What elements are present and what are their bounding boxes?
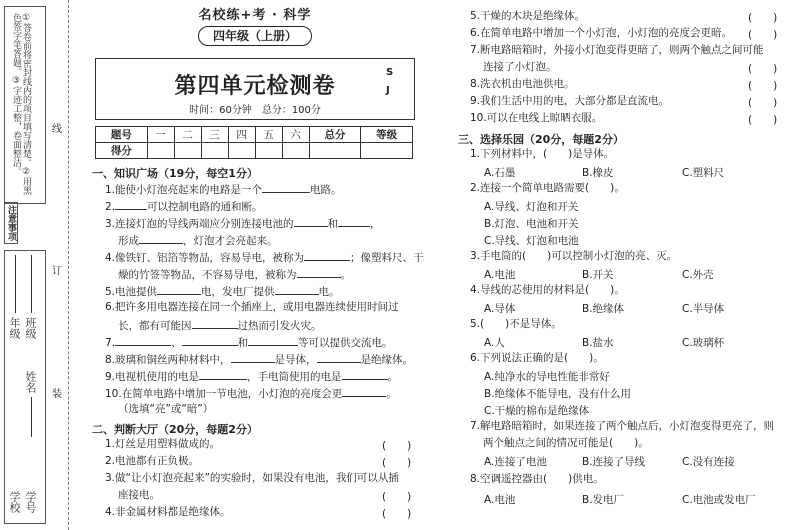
text: 8.玻璃和铜丝两种材料中，	[105, 354, 231, 366]
answer-blank[interactable]	[294, 216, 328, 227]
text: 过热而引发火灾。	[237, 320, 322, 332]
s2-q5: 5.干燥的木块是绝缘体。	[470, 10, 586, 22]
text: 形成	[118, 235, 139, 247]
s1-q9	[105, 369, 398, 384]
score-cell[interactable]	[174, 143, 201, 159]
text: 。	[386, 388, 397, 400]
option-a[interactable]: A.人	[484, 337, 505, 349]
text: 长，都有可能因	[118, 320, 192, 332]
option-a[interactable]: A.导体	[484, 303, 516, 315]
exam-meta: 时间：60分钟 总分：100分	[189, 105, 321, 116]
s1-q7	[105, 335, 393, 350]
s1-q1	[105, 182, 342, 197]
text: 9.电视机使用的电是	[105, 371, 200, 383]
score-cell[interactable]	[282, 143, 309, 159]
answer-blank[interactable]	[342, 369, 388, 380]
option-a[interactable]: A.连接了电池	[484, 456, 547, 468]
answer-paren[interactable]: ( )	[382, 457, 412, 469]
text: 可以控制电路的通和断。	[147, 201, 263, 213]
s1-q3	[105, 216, 381, 231]
s2-q2: 2.电池都有正负极。	[105, 455, 200, 467]
text: 5.电池提供	[105, 286, 158, 298]
answer-blank[interactable]	[275, 284, 319, 295]
name-field[interactable]	[31, 397, 32, 437]
section1-title: 一、知识广场（19分，每空1分）	[92, 167, 258, 180]
text: 1.能使小灯泡亮起来的电路是一个	[105, 184, 263, 196]
s3-q4: 4.导线的芯使用的材料是( )。	[470, 284, 625, 296]
notice-label: 注意事项	[6, 205, 16, 241]
option-b[interactable]: B.发电厂	[582, 494, 625, 506]
s2-q7-cont: 连接了小灯泡。	[483, 61, 557, 73]
text: 电路。	[310, 184, 342, 196]
score-header-cell: 一	[147, 127, 174, 143]
text: 电。	[318, 286, 340, 298]
option-c[interactable]: C.塑料尺	[682, 167, 725, 179]
text: 电，发电厂提供	[201, 286, 275, 298]
text: 3.连接灯泡的导线两端应分别连接电池的	[105, 218, 294, 230]
notice-box	[4, 6, 46, 204]
option-c[interactable]: C.外壳	[682, 269, 714, 281]
option-a[interactable]: A.石墨	[484, 167, 516, 179]
s1-q10	[105, 386, 397, 401]
answer-blank[interactable]	[157, 284, 201, 295]
option-b[interactable]: B.开关	[582, 269, 614, 281]
option-b[interactable]: B.橡皮	[582, 167, 614, 179]
answer-blank[interactable]	[317, 352, 361, 363]
grade-badge: 四年级（上册）	[198, 26, 312, 46]
option-b[interactable]: B.连接了导线	[582, 456, 646, 468]
answer-blank[interactable]	[115, 335, 171, 346]
student-info-box	[4, 250, 46, 524]
name-label: 姓名	[24, 371, 37, 393]
s1-q4-cont	[118, 267, 351, 282]
option-b[interactable]: B.灯泡、电池和开关	[484, 218, 579, 230]
option-c[interactable]: C.没有连接	[682, 456, 735, 468]
score-cell[interactable]	[255, 143, 282, 159]
answer-blank[interactable]	[297, 267, 341, 278]
grade-label: 年级	[8, 317, 21, 339]
text: 4.像铁钉、铝箔等物品，容易导电，被称为	[105, 252, 305, 264]
option-a[interactable]: A.电池	[484, 269, 516, 281]
answer-paren[interactable]: ( )	[748, 114, 778, 126]
score-cell[interactable]	[147, 143, 174, 159]
cut-mark-line: 线	[52, 124, 62, 135]
s1-q6-cont	[118, 318, 322, 333]
page-title: 第四单元检测卷	[174, 74, 336, 99]
answer-paren[interactable]: ( )	[748, 63, 778, 75]
text: 是绝缘体。	[360, 354, 414, 366]
score-table	[95, 126, 413, 159]
text: ，手电筒使用的电是	[247, 371, 342, 383]
text: （选填“亮”或“暗”）	[118, 403, 214, 415]
option-c[interactable]: C.电池或发电厂	[682, 494, 756, 506]
s1-q10-cont	[118, 403, 213, 416]
answer-blank[interactable]	[262, 182, 310, 193]
answer-paren[interactable]: ( )	[748, 80, 778, 92]
text: 。	[387, 371, 399, 383]
cut-mark-bind: 订	[52, 266, 62, 277]
grade-field[interactable]	[15, 255, 16, 313]
score-header-cell: 二	[174, 127, 201, 143]
s1-q8	[105, 352, 413, 367]
score-header-cell: 总分	[309, 127, 361, 143]
side-letter-j: J	[386, 85, 390, 96]
option-a[interactable]: A.纯净水的导电性能非常好	[484, 371, 610, 383]
s1-q2	[105, 199, 263, 214]
option-b[interactable]: B.盐水	[582, 337, 614, 349]
text: 等可以提供交流电。	[298, 337, 393, 349]
score-row	[96, 143, 413, 159]
answer-blank[interactable]	[231, 352, 275, 363]
answer-blank[interactable]	[182, 335, 238, 346]
option-c[interactable]: C.半导体	[682, 303, 725, 315]
school-label: 学校	[8, 491, 21, 513]
s1-q3-cont	[118, 233, 278, 248]
s2-q3: 3.做“让小灯泡亮起来”的实验时，如果没有电池，我们可以从插	[105, 472, 399, 484]
answer-blank[interactable]	[338, 216, 370, 227]
score-cell[interactable]	[228, 143, 255, 159]
score-cell[interactable]	[201, 143, 228, 159]
s3-q3: 3.手电筒的( )可以控制小灯泡的亮、灭。	[470, 250, 678, 262]
text: 燥的竹签等物品，不容易导电，被称为	[118, 269, 297, 281]
text: ，	[370, 218, 381, 230]
s2-q3-cont: 座接电。	[118, 489, 160, 501]
score-cell[interactable]	[361, 143, 413, 159]
s1-q4	[105, 250, 424, 265]
answer-blank[interactable]	[248, 335, 298, 346]
score-header-cell: 题号	[96, 127, 148, 143]
text: 是导体，	[274, 354, 317, 366]
s3-q5: 5.( )不是导体。	[470, 318, 562, 330]
s2-q8: 8.洗衣机由电池供电。	[470, 78, 575, 90]
text: 6.把许多用电器连接在同一个插座上，或用电器连续使用时间过	[105, 301, 399, 313]
class-field[interactable]	[31, 255, 32, 313]
option-b[interactable]: B.绝缘体	[582, 303, 625, 315]
side-letter-s: S	[386, 67, 394, 78]
option-c[interactable]: C.干燥的棉布是绝缘体	[484, 405, 590, 417]
s2-q6: 6.在简单电路中增加一个小灯泡，小灯泡的亮度会更暗。	[470, 27, 733, 39]
notice-text: ①答卷前将密封线内的项目填写清楚。②用黑色签字笔答题。③字迹工整，卷面整洁。	[11, 13, 31, 195]
title-box	[95, 58, 415, 120]
s3-q1: 1.下列材料中，( )是导体。	[470, 148, 615, 160]
text: 和	[327, 218, 339, 230]
score-header-cell: 五	[255, 127, 282, 143]
text: 和	[237, 337, 249, 349]
s3-q6: 6.下列说法正确的是( )。	[470, 352, 604, 364]
s3-q8: 8.空调遥控器由( )供电。	[470, 473, 604, 485]
text: ，灯泡才会亮起来。	[183, 235, 278, 247]
score-header-cell: 六	[282, 127, 309, 143]
answer-paren[interactable]: ( )	[748, 97, 778, 109]
score-row-label: 得分	[96, 143, 148, 159]
option-a[interactable]: A.电池	[484, 494, 516, 506]
option-c[interactable]: C.导线、灯泡和电池	[484, 235, 579, 247]
answer-blank[interactable]	[342, 386, 386, 397]
score-header-row	[96, 127, 413, 143]
option-a[interactable]: A.导线、灯泡和开关	[484, 201, 579, 213]
s2-q9: 9.我们生活中用的电，大部分都是直流电。	[470, 95, 670, 107]
answer-paren[interactable]: ( )	[748, 12, 778, 24]
text: 7.	[105, 337, 116, 349]
text: ；像塑料尺、干	[350, 252, 424, 264]
text: 。	[340, 269, 351, 281]
binding-cut-line	[68, 0, 69, 530]
cut-mark-seal: 装	[52, 389, 62, 400]
text: 2.	[105, 201, 116, 213]
answer-blank[interactable]	[139, 233, 183, 244]
score-header-cell: 四	[228, 127, 255, 143]
score-header-cell: 等级	[361, 127, 413, 143]
s2-q7: 7.断电路暗箱时，外接小灯泡变得更暗了，则两个触点之间可能	[470, 44, 764, 56]
answer-paren[interactable]: ( )	[382, 508, 412, 520]
text: 10.在简单电路中增加一节电池，小灯泡的亮度会更	[105, 388, 343, 400]
answer-blank[interactable]	[192, 318, 238, 329]
brand-title: 名校练+考 · 科学	[198, 8, 312, 23]
answer-paren[interactable]: ( )	[748, 29, 778, 41]
id-label: 学号	[24, 491, 37, 513]
answer-paren[interactable]: ( )	[382, 440, 412, 452]
s1-q5	[105, 284, 340, 299]
answer-paren[interactable]: ( )	[382, 491, 412, 503]
section3-title: 三、选择乐园（20分，每题2分）	[458, 133, 624, 146]
s3-q2: 2.连接一个简单电路需要( )。	[470, 182, 625, 194]
answer-blank[interactable]	[199, 369, 247, 380]
score-header-cell: 三	[201, 127, 228, 143]
option-b[interactable]: B.绝缘体不能导电，没有什么用	[484, 388, 632, 400]
s2-q1: 1.灯丝是用塑料做成的。	[105, 438, 221, 450]
s3-q7: 7.解电路暗箱时，如果连接了两个触点后，小灯泡变得更亮了，则	[470, 420, 775, 432]
s3-q7-cont: 两个触点之间的情况可能是( )。	[483, 437, 649, 449]
score-cell[interactable]	[309, 143, 361, 159]
s2-q4: 4.非金属材料都是绝缘体。	[105, 506, 231, 518]
s1-q6	[105, 301, 399, 314]
answer-blank[interactable]	[304, 250, 350, 261]
text: 、	[171, 337, 182, 349]
s2-q10: 10.可以在电线上晾晒衣服。	[470, 112, 603, 124]
class-label: 班级	[24, 317, 37, 339]
notice-label-box	[4, 202, 18, 244]
answer-blank[interactable]	[115, 199, 147, 210]
option-c[interactable]: C.玻璃杯	[682, 337, 725, 349]
section2-title: 二、判断大厅（20分，每题2分）	[92, 423, 258, 436]
